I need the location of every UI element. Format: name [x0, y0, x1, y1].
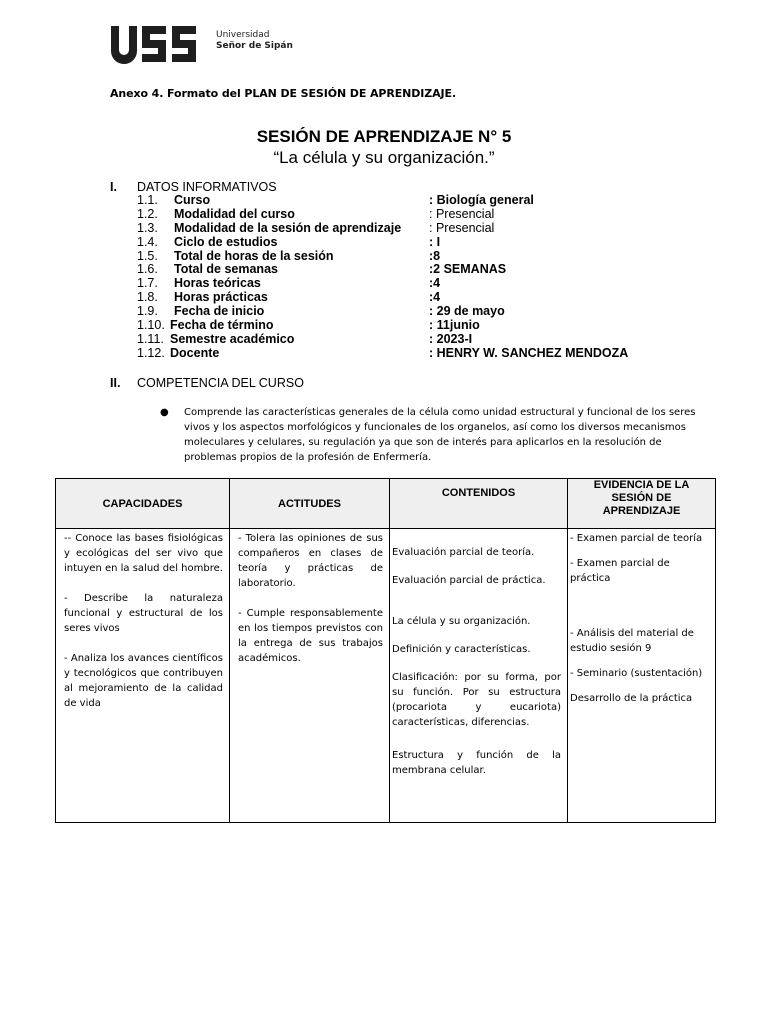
info-row-fecha-inicio	[137, 305, 657, 319]
contenidos-cell	[390, 529, 568, 823]
info-label: Modalidad de la sesión de aprendizaje	[174, 220, 402, 235]
page-subtitle: “La célula y su organización.”	[273, 148, 495, 167]
competence-text: Comprende las características generales de la célula como unidad estructural y funcional de los seres vivos y los aspectos morfológicos y funcionales de los organelos, así como los diversos mecanismos moleculares y celulares, su regulación ya que son de interés para aplicarlos en la resolución de problemas propios de la profesión de Enfermería.	[184, 407, 696, 463]
info-number: 1.5.	[137, 248, 158, 263]
uss-logo-icon	[110, 24, 210, 64]
actitud-item: - Tolera las opiniones de sus compañeros en clases de teoría y prácticas de laboratorio.	[238, 533, 383, 589]
logo-text	[216, 30, 293, 52]
info-row-ciclo	[137, 236, 657, 250]
university-logo	[110, 24, 350, 68]
info-number: 1.12.	[137, 345, 165, 360]
info-value: : 29 de mayo	[429, 304, 505, 319]
info-number: 1.7.	[137, 276, 158, 291]
info-label: Fecha de inicio	[174, 304, 265, 319]
contenido-item: Evaluación parcial de práctica.	[392, 575, 546, 586]
info-label: Horas teóricas	[174, 276, 261, 291]
info-value: :4	[429, 290, 441, 305]
contenido-item: La célula y su organización.	[392, 616, 531, 627]
info-row-curso	[137, 194, 657, 208]
info-value: : Presencial	[429, 220, 495, 235]
info-number: 1.10.	[137, 318, 165, 333]
section-title: DATOS INFORMATIVOS	[137, 180, 277, 194]
contenido-item: Definición y características.	[392, 644, 531, 655]
info-label: Ciclo de estudios	[174, 234, 278, 249]
info-value: :4	[429, 276, 441, 291]
info-label: Horas prácticas	[174, 290, 268, 305]
session-plan-table	[55, 478, 716, 823]
info-value: :2 SEMANAS	[429, 262, 507, 277]
info-value: : Presencial	[429, 206, 495, 221]
info-row-semestre	[137, 333, 657, 347]
capacidades-cell	[56, 529, 230, 823]
capacidad-item: -- Conoce las bases fisiológicas y ecológicas del ser vivo que intuyen en la salud del hombre.	[64, 533, 223, 574]
competence-item	[160, 405, 716, 465]
evidencia-cell	[568, 529, 716, 823]
section-competencia	[110, 376, 304, 390]
header-contenidos: CONTENIDOS	[390, 479, 568, 529]
info-number: 1.8.	[137, 290, 158, 305]
info-label: Total de horas de la sesión	[174, 248, 334, 263]
info-label: Docente	[170, 345, 220, 360]
bullet-icon: ●	[160, 407, 169, 418]
contenido-item: Evaluación parcial de teoría.	[392, 547, 535, 558]
logo-line-1: Universidad	[216, 30, 270, 40]
info-row-total-horas	[137, 250, 657, 264]
info-number: 1.1.	[137, 193, 158, 207]
capacidad-item: - Describe la naturaleza funcional y estructural de los seres vivos	[64, 593, 223, 634]
info-value: : 11junio	[429, 318, 480, 333]
info-number: 1.2.	[137, 206, 158, 221]
evidencia-item: - Análisis del material de estudio sesión 9	[570, 628, 694, 654]
info-number: 1.3.	[137, 220, 158, 235]
info-row-horas-practicas	[137, 291, 657, 305]
info-label: Curso	[174, 193, 211, 207]
info-label: Semestre académico	[170, 331, 295, 346]
section-number: I.	[110, 180, 117, 194]
info-row-docente	[137, 347, 657, 361]
info-number: 1.6.	[137, 262, 158, 277]
info-row-modalidad-curso	[137, 208, 657, 222]
info-number: 1.9.	[137, 304, 158, 319]
info-value: :8	[429, 248, 441, 263]
logo-line-2: Señor de Sipán	[216, 41, 293, 51]
section-datos-informativos	[110, 180, 277, 194]
info-row-fecha-termino	[137, 319, 657, 333]
info-label: Fecha de término	[170, 318, 274, 333]
info-list	[137, 194, 657, 361]
evidencia-item: - Examen parcial de práctica	[570, 558, 670, 584]
info-value: : Biología general	[429, 193, 534, 207]
table-row	[56, 529, 716, 823]
info-row-horas-teoricas	[137, 277, 657, 291]
evidencia-item: - Seminario (sustentación)	[570, 668, 703, 679]
page-title: SESIÓN DE APRENDIZAJE N° 5	[256, 127, 512, 146]
info-label: Total de semanas	[174, 262, 278, 277]
actitud-item: - Cumple responsablemente en los tiempos previstos con la entrega de sus trabajos académicos.	[238, 608, 383, 664]
section-number: II.	[110, 376, 121, 390]
evidencia-item: Desarrollo de la práctica	[570, 693, 693, 704]
info-number: 1.11.	[137, 331, 164, 346]
header-capacidades: CAPACIDADES	[56, 479, 230, 529]
contenido-item: Clasificación: por su forma, por su función. Por su estructura (procariota y eucariota) características, diferencias.	[392, 672, 561, 728]
contenido-item: Estructura y función de la membrana celular.	[392, 750, 561, 776]
evidencia-item: - Examen parcial de teoría	[570, 533, 703, 544]
info-value: : I	[429, 234, 441, 249]
header-evidencia: EVIDENCIA DE LA SESIÓN DE APRENDIZAJE	[568, 479, 716, 529]
info-row-modalidad-sesion	[137, 222, 657, 236]
info-value: : 2023-I	[429, 331, 473, 346]
annex-heading: Anexo 4. Formato del PLAN DE SESIÓN DE APRENDIZAJE.	[110, 87, 457, 100]
actitudes-cell	[230, 529, 390, 823]
info-row-total-semanas	[137, 263, 657, 277]
info-label: Modalidad del curso	[174, 206, 295, 221]
header-actitudes: ACTITUDES	[230, 479, 390, 529]
info-value: : HENRY W. SANCHEZ MENDOZA	[429, 345, 629, 360]
capacidad-item: - Analiza los avances científicos y tecnológicos que contribuyen al mejoramiento de la calidad de vida	[64, 653, 223, 709]
section-title: COMPETENCIA DEL CURSO	[137, 376, 304, 390]
info-number: 1.4.	[137, 234, 158, 249]
table-header-row	[56, 479, 716, 529]
